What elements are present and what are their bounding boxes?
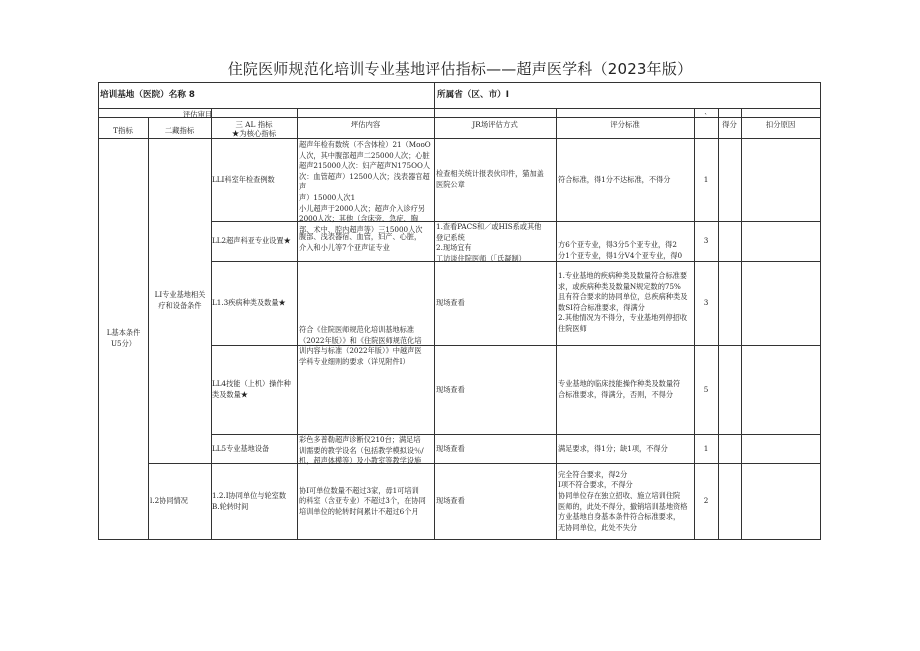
header-level3-line2: ★为核心指标 [231,129,277,138]
row1-level3: LLI科室年检查例数 [212,174,275,184]
row5-method: 现场查看 [436,443,465,453]
row6-standard: 完全符合要求，得2分 I项不符合要求，不得分 协同单位存在独立招收、施立培训住院 医师的，此处不得分，撤销培训基地资格 方业基地自身基本条件符合标准要求， 无协同单位，此处不失分 [558,469,688,532]
row2-level3: LL2超声科亚专业设置★ [212,236,291,246]
base-name-label: 培训基地（医院）名称 8 [100,90,195,100]
deduction-reason-column[interactable] [742,139,820,539]
header-tick: ` [704,112,708,121]
row4-score-max: 5 [703,384,709,394]
row2-method: 1.查看PACS和／或HIS系或其他 登记系统 2.现场宜有 工访谈住院医师（「氐凝制） [436,222,542,263]
row5-level3: LL5专业基地设备 [212,443,270,453]
row6-method: 现场查看 [436,496,465,506]
row2-score-max: 3 [703,236,709,246]
header-level1: T指标 [113,126,133,135]
header-method: JR场评估方式 [472,120,518,129]
header-eval-items: 评估审目 [182,110,213,119]
header-standard: 评分标准 [610,120,640,129]
row4-method: 现场查看 [436,384,465,394]
row1-method: 检查相关统计报表伙印件，猫加盖 医院公章 [436,169,544,189]
level2-group-equipment: LI专业基地相关 疗和设备条件 [154,290,206,310]
row1-standard: 符合标准，得1分不达标准，不得分 [558,174,671,184]
header-score: 得分 [722,120,737,129]
row5-standard: 满足要求，得1分；缺1项，不得分 [558,443,668,453]
row3-score-max: 3 [703,298,709,308]
row3-level3: L1.3疾病种类及数量★ [212,298,286,308]
row4-content: 符合《住院医师规范化培训基地标准 （2022年版）》和《住院医师规范化培 训内容与标准（2022年版）》中越声医 学科专业细则的要求（详见附件I） [299,325,422,366]
province-label: 所属省（区、市）I [437,90,509,100]
row3-standard: 1.专业基地的疾病种类及数量符合标准要 求，或疾病种类及数量N规定数的75% 且有符合要求的协同单位，总疾病种类及 数SI符合标准要求，得满分 2.其他情况为不得分，专业基地列停招收 住院医师 [558,271,688,333]
header-deduction: 扣分原因 [765,120,796,129]
row2-standard: 方6个亚专业，得3分5个亚专业，得2 分1个亚专业，得1分V4个亚专业，得0 [558,240,683,260]
row3-method: 现场查看 [436,298,465,308]
header-content: 坪估内容 [350,120,381,129]
score-input-column[interactable] [719,139,741,539]
level2-group-collab: l.2协同情况 [150,496,188,506]
row2-content: 腹部、浅表器宿、血管，妇产、心脏， 介入和小儿等7个亚声证专业 [299,232,422,252]
row6-content: 协I可单位数量不超过3家，毋1可培训 的科室（含亚专业）不超过3个，在协同 培训单位的轮转时间累计不超过6个月 [299,485,426,516]
row1-score-max: 1 [703,174,709,184]
row6-level3: 1.2.I协同单位与轮室数 B.轮转时间 [212,490,287,511]
row5-score-max: 1 [703,443,709,453]
row5-content: 彩色多普勒超声诊断仪210台；满足培 训需要的教学设名（包括教学模拟设％/ 机，超声体模等）及小教室等教学设施 [299,435,424,466]
document-title: 住院医师规范化培训专业基地评估指标——超声医学科（2023年版） [227,60,693,78]
level1-group: L基本条件 U5分） [106,328,141,348]
header-level2: 二藏指标 [164,126,195,135]
row4-level3: LL4技能（上机）操作种 类及数量★ [212,379,291,399]
row6-score-max: 2 [703,496,709,506]
header-level3-line1: 三 AL 指标 [235,120,273,129]
row1-content: 超声年检有数统（不含体检）21（MooO 人次，其中腹部超声二25000人次；心脏 超声215000人次：妇产超声N175OO人 次：血管超声）12500人次；浅表器官超声 声）15000人次1 小儿超声于2000人次；超声介入诊疗另 2000人次；其他（含床旁、急症、胸 部、术中、腔内超声等）三15000人次 [299,140,431,234]
row4-standard: 专业基地的临床技能操作种类及数量符 合标准要求，得满分，否则，不得分 [558,379,681,399]
